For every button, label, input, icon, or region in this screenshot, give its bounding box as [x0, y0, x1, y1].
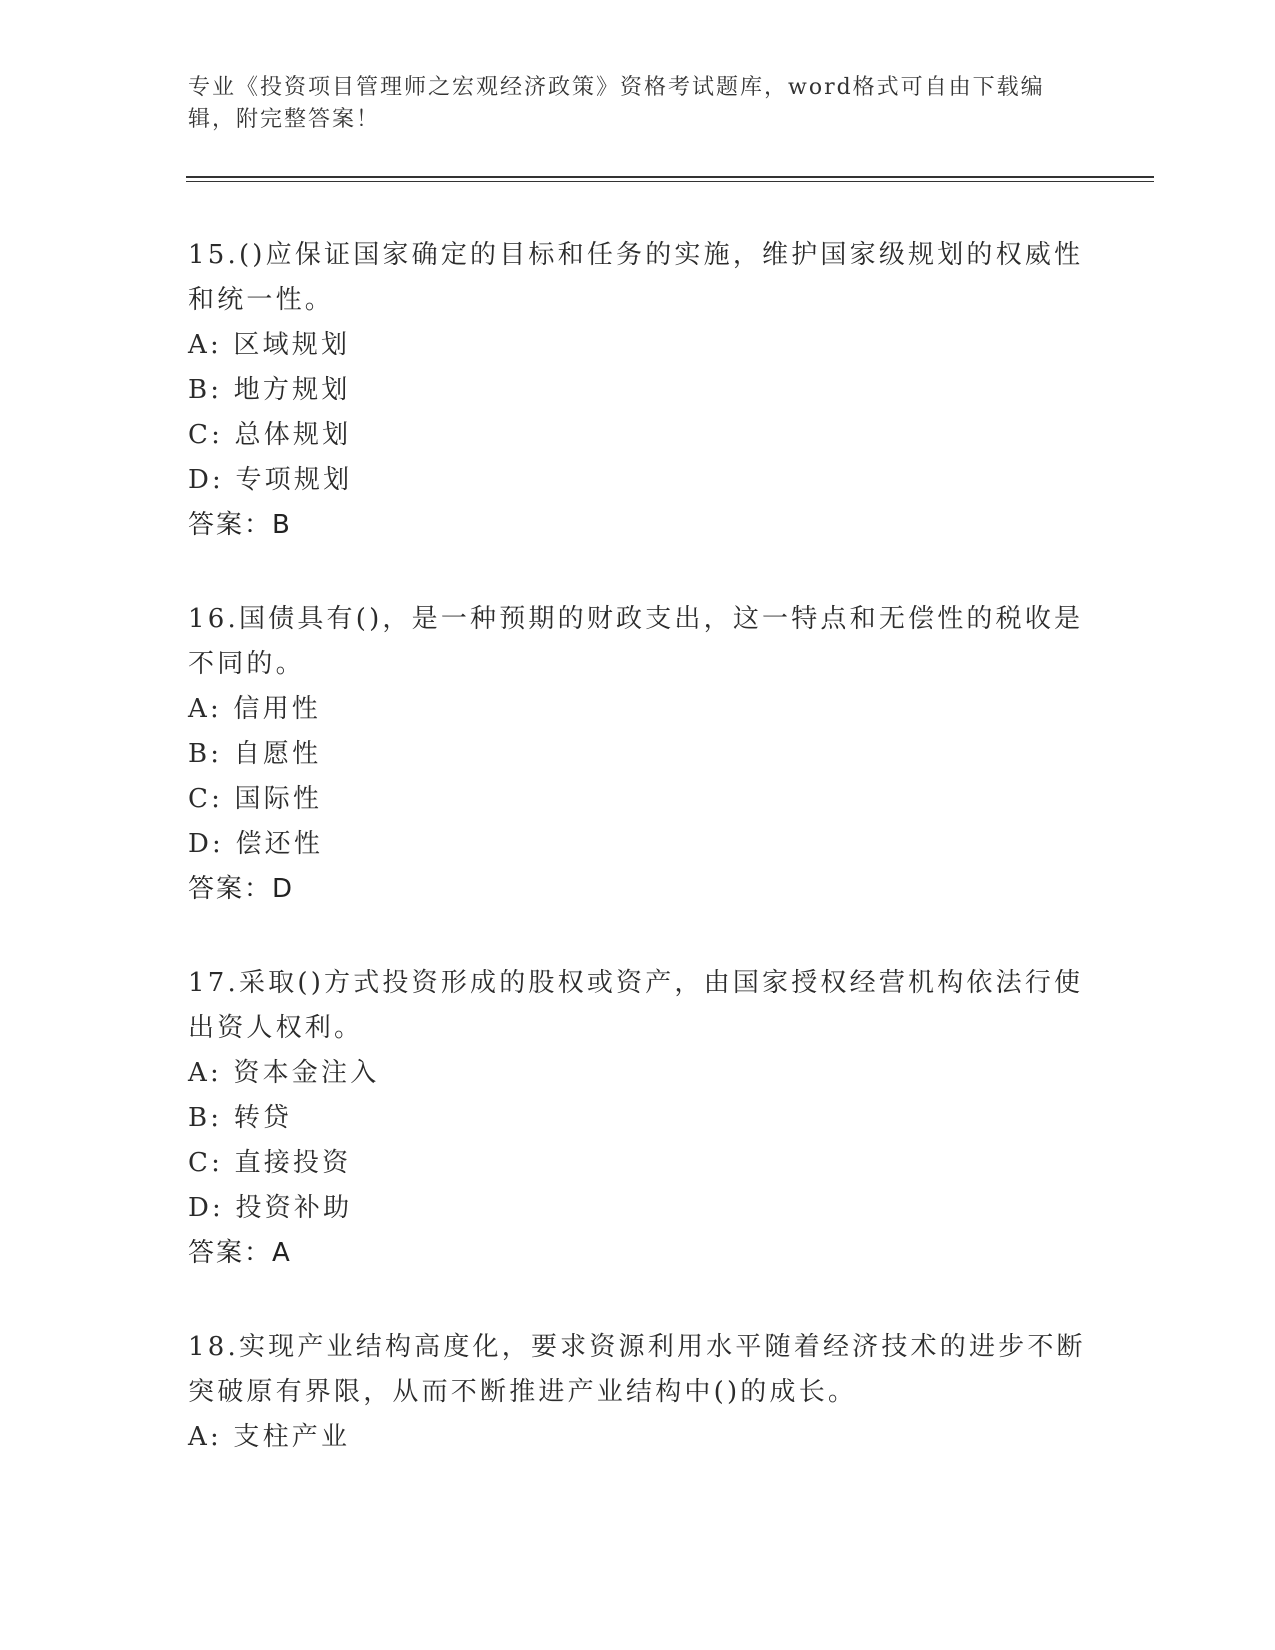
option-d: D: 专项规划: [188, 465, 353, 495]
option-d: D: 偿还性: [188, 829, 324, 859]
question-stem: 18.实现产业结构高度化，要求资源利用水平随着经济技术的进步不断突破原有界限，从而不断推进产业结构中()的成长。: [188, 1332, 1086, 1407]
question-16: [188, 597, 1088, 912]
option-b: B: 自愿性: [188, 739, 322, 769]
document-header-text: 专业《投资项目管理师之宏观经济政策》资格考试题库，word格式可自由下载编辑，附完整答案！: [188, 75, 1045, 132]
question-stem: 17.采取()方式投资形成的股权或资产，由国家授权经营机构依法行使出资人权利。: [188, 968, 1084, 1043]
answer-line: 答案：B: [188, 510, 292, 540]
question-15: [188, 233, 1088, 548]
header-divider: [186, 176, 1154, 182]
option-c: C: 国际性: [188, 784, 323, 814]
answer-line: 答案：A: [188, 1238, 292, 1268]
answer-line: 答案：D: [188, 874, 295, 904]
question-stem: 15.()应保证国家确定的目标和任务的实施，维护国家级规划的权威性和统一性。: [188, 240, 1084, 315]
option-d: D: 投资补助: [188, 1193, 353, 1223]
option-b: B: 地方规划: [188, 375, 351, 405]
option-c: C: 总体规划: [188, 420, 352, 450]
option-c: C: 直接投资: [188, 1148, 352, 1178]
option-a: A: 区域规划: [188, 330, 351, 360]
option-b: B: 转贷: [188, 1103, 293, 1133]
question-18: [188, 1325, 1088, 1460]
option-a: A: 资本金注入: [188, 1058, 380, 1088]
option-a: A: 支柱产业: [188, 1422, 351, 1452]
option-a: A: 信用性: [188, 694, 322, 724]
question-stem: 16.国债具有()，是一种预期的财政支出，这一特点和无偿性的税收是不同的。: [188, 604, 1084, 679]
question-17: [188, 961, 1088, 1276]
